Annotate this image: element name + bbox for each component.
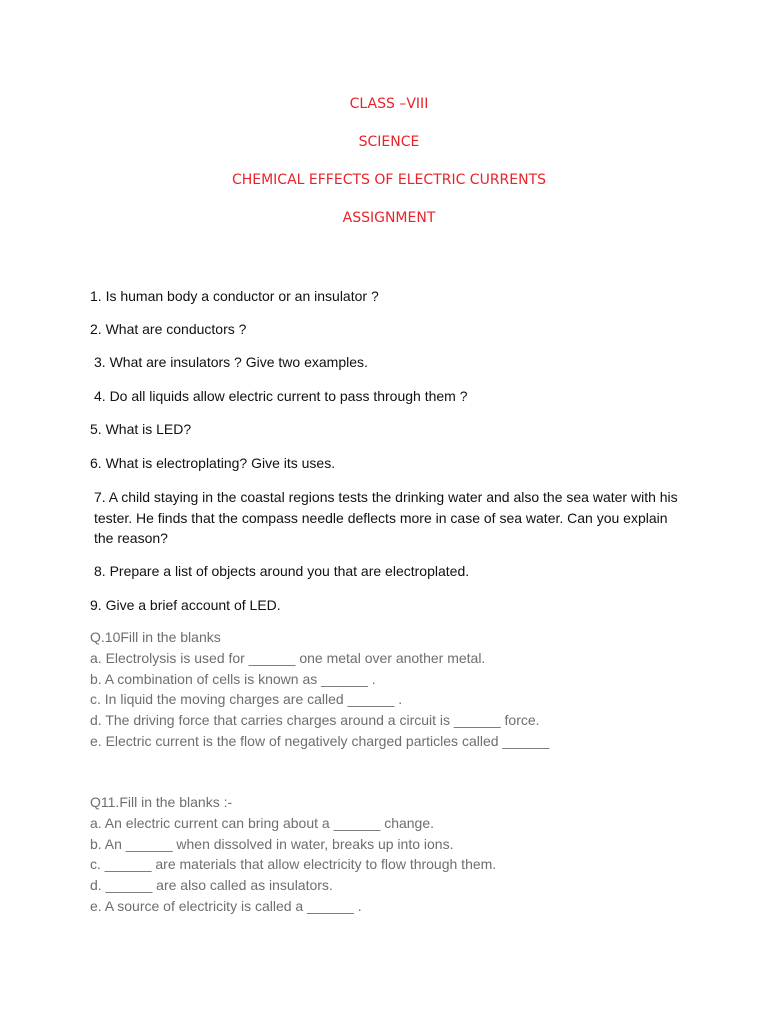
class-heading: CLASS –VIII <box>349 96 429 112</box>
q10-item-a: a. Electrolysis is used for ______ one metal over another metal. <box>90 649 486 666</box>
question-8: 8. Prepare a list of objects around you that are electroplated. <box>94 563 470 579</box>
question-1: 1. Is human body a conductor or an insulator ? <box>90 288 379 304</box>
q11-item-d: d. ______ are also called as insulators. <box>90 877 333 894</box>
q11-item-e: e. A source of electricity is called a ______ . <box>90 897 362 914</box>
q11-title: Q11.Fill in the blanks :- <box>90 794 233 810</box>
q10-item-b: b. A combination of cells is known as ______ . <box>90 670 376 687</box>
q10-item-d: d. The driving force that carries charges around a circuit is ______ force. <box>90 712 540 729</box>
question-5: 5. What is LED? <box>90 421 192 437</box>
q11-item-a: a. An electric current can bring about a ______ change. <box>90 814 435 831</box>
q11-item-c: c. ______ are materials that allow electricity to flow through them. <box>90 856 497 873</box>
question-4: 4. Do all liquids allow electric current to pass through them ? <box>94 388 468 404</box>
question-6: 6. What is electroplating? Give its uses. <box>90 455 336 471</box>
q10-item-e: e. Electric current is the flow of negatively charged particles called ______ <box>90 732 550 749</box>
question-9: 9. Give a brief account of LED. <box>90 597 281 613</box>
q10-item-c: c. In liquid the moving charges are called ______ . <box>90 691 403 708</box>
q11-fill-in-blanks <box>90 792 710 917</box>
chapter-heading: CHEMICAL EFFECTS OF ELECTRIC CURRENTS <box>231 172 547 188</box>
q10-fill-in-blanks <box>90 627 710 752</box>
question-2: 2. What are conductors ? <box>90 321 247 337</box>
question-3: 3. What are insulators ? Give two examples. <box>94 354 368 370</box>
q10-title: Q.10Fill in the blanks <box>90 629 221 645</box>
subject-heading: SCIENCE <box>358 134 420 150</box>
question-7: 7. A child staying in the coastal regions tests the drinking water and also the sea water with his tester. He finds that the compass needle deflects more in case of sea water. Can you explain the reason? <box>94 489 682 546</box>
q11-item-b: b. An ______ when dissolved in water, breaks up into ions. <box>90 835 454 852</box>
assignment-heading: ASSIGNMENT <box>342 210 436 226</box>
